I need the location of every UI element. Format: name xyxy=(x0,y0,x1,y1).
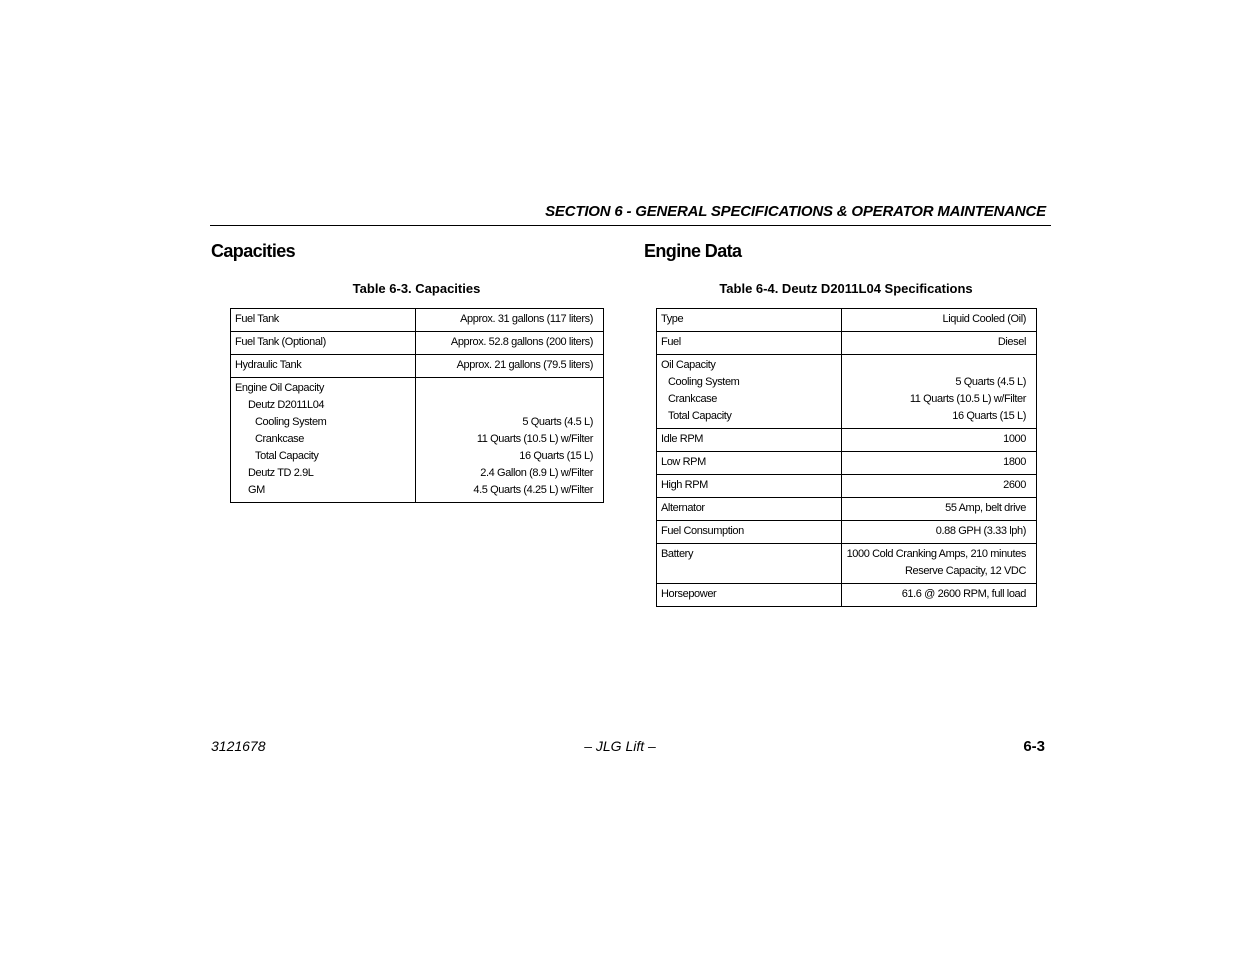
table-row xyxy=(657,544,1037,584)
table-row xyxy=(657,309,1037,332)
row-label: Hydraulic Tank xyxy=(231,355,416,378)
table-row xyxy=(657,521,1037,544)
row-value: 1000 Cold Cranking Amps, 210 minutes Reserve Capacity, 12 VDC xyxy=(842,544,1037,584)
row-value: 1800 xyxy=(842,452,1037,475)
table-row xyxy=(657,498,1037,521)
table-row xyxy=(657,475,1037,498)
row-value: Diesel xyxy=(842,332,1037,355)
table-row xyxy=(657,452,1037,475)
row-value: Approx. 52.8 gallons (200 liters) xyxy=(416,332,604,355)
engine-specs-table xyxy=(656,308,1037,607)
row-value: 5 Quarts (4.5 L) 11 Quarts (10.5 L) w/Filter 16 Quarts (15 L) xyxy=(842,355,1037,429)
row-value: 0.88 GPH (3.33 lph) xyxy=(842,521,1037,544)
table-row xyxy=(657,584,1037,607)
row-value: 5 Quarts (4.5 L) 11 Quarts (10.5 L) w/Filter 16 Quarts (15 L) 2.4 Gallon (8.9 L) w/Filter 4.5 Quarts (4.25 L) w/Filter xyxy=(416,378,604,503)
footer-center-text: – JLG Lift – xyxy=(584,738,656,754)
table-row xyxy=(657,355,1037,429)
row-label: High RPM xyxy=(657,475,842,498)
page-number: 6-3 xyxy=(1023,738,1045,755)
row-label: Idle RPM xyxy=(657,429,842,452)
footer-doc-number: 3121678 xyxy=(211,738,266,754)
table-row xyxy=(231,309,604,332)
row-label: Fuel Tank (Optional) xyxy=(231,332,416,355)
row-value: 2600 xyxy=(842,475,1037,498)
row-value: 55 Amp, belt drive xyxy=(842,498,1037,521)
row-label: Oil Capacity Cooling System Crankcase Total Capacity xyxy=(657,355,842,429)
table-row xyxy=(657,332,1037,355)
row-label: Low RPM xyxy=(657,452,842,475)
row-label: Type xyxy=(657,309,842,332)
capacities-heading: Capacities xyxy=(211,241,296,261)
row-label: Fuel Consumption xyxy=(657,521,842,544)
row-value: 61.6 @ 2600 RPM, full load xyxy=(842,584,1037,607)
row-label: Fuel xyxy=(657,332,842,355)
table-row xyxy=(231,332,604,355)
row-label: Horsepower xyxy=(657,584,842,607)
table-row xyxy=(231,378,604,503)
row-label: Alternator xyxy=(657,498,842,521)
row-value: Liquid Cooled (Oil) xyxy=(842,309,1037,332)
capacities-table-caption: Table 6-3. Capacities xyxy=(352,281,481,296)
row-value: 1000 xyxy=(842,429,1037,452)
table-row xyxy=(231,355,604,378)
section-header: SECTION 6 - GENERAL SPECIFICATIONS & OPERATOR MAINTENANCE xyxy=(210,200,1051,226)
row-label: Engine Oil Capacity Deutz D2011L04 Cooling System Crankcase Total Capacity Deutz TD 2.9L GM xyxy=(231,378,416,503)
table-row xyxy=(657,429,1037,452)
row-value: Approx. 31 gallons (117 liters) xyxy=(416,309,604,332)
capacities-table xyxy=(230,308,604,503)
row-label: Battery xyxy=(657,544,842,584)
row-label: Fuel Tank xyxy=(231,309,416,332)
row-value: Approx. 21 gallons (79.5 liters) xyxy=(416,355,604,378)
engine-data-heading: Engine Data xyxy=(644,241,742,261)
engine-table-caption: Table 6-4. Deutz D2011L04 Specifications xyxy=(719,281,973,296)
